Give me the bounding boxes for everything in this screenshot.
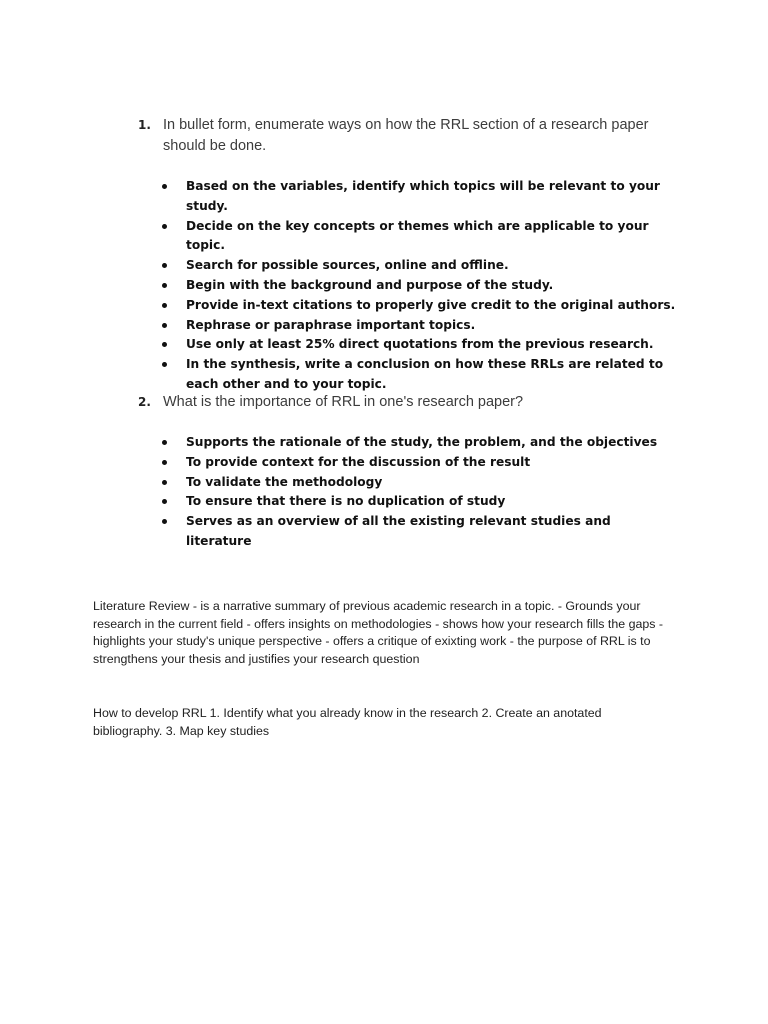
list-item-text: In the synthesis, write a conclusion on how these RRLs are related to each other and to your topic. [186, 357, 664, 391]
bullet-icon [162, 263, 167, 268]
list-item-text: Decide on the key concepts or themes which are applicable to your topic. [186, 218, 649, 253]
list-item-text: To ensure that there is no duplication of study [186, 494, 506, 509]
list-item [160, 296, 680, 316]
list-item [160, 355, 680, 395]
list-item-text: Rephrase or paraphrase important topics. [186, 317, 476, 332]
bullet-icon [162, 362, 167, 367]
bullet-icon [162, 440, 167, 445]
question-1-text: In bullet form, enumerate ways on how the RRL section of a research paper should be done. [163, 117, 649, 154]
literature-review-paragraph: Literature Review - is a narrative summary of previous academic research in a topic. - Grounds your research in the current field - offers insights on methodologies - shows how your research fills the gaps -highlights your study's unique perspective - offers a critique of exixting work - the purpose of RRL is to strengthens your thesis and justifies your research question [93, 599, 664, 666]
bullet-icon [162, 184, 167, 189]
list-item [160, 256, 680, 276]
bullet-icon [162, 303, 167, 308]
question-2-bullet-list [160, 433, 680, 552]
list-item-text: Provide in-text citations to properly give credit to the original authors. [186, 297, 676, 312]
develop-rrl-paragraph: How to develop RRL 1. Identify what you already know in the research 2. Create an anotated bibliography. 3. Map key studies [93, 706, 602, 738]
list-item-text: Use only at least 25% direct quotations from the previous research. [186, 337, 654, 352]
list-item [160, 433, 680, 453]
list-item-text: To validate the methodology [186, 474, 383, 489]
bullet-icon [162, 283, 167, 288]
bullet-icon [162, 480, 167, 485]
list-item-text: Based on the variables, identify which topics will be relevant to your study. [186, 179, 660, 213]
list-item-text: To provide context for the discussion of the result [186, 454, 531, 469]
question-2-number: 2. [138, 395, 151, 409]
bullet-icon [162, 342, 167, 347]
list-item-text: Search for possible sources, online and offline. [186, 258, 509, 273]
list-item [160, 335, 680, 355]
list-item-text: Supports the rationale of the study, the problem, and the objectives [186, 435, 658, 449]
bullet-icon [162, 519, 167, 524]
list-item [160, 276, 680, 296]
list-item [160, 473, 680, 493]
question-2 [138, 392, 658, 413]
question-2-text: What is the importance of RRL in one's research paper? [163, 394, 524, 410]
question-1-number: 1. [138, 118, 151, 132]
question-1-bullet-list [160, 177, 680, 395]
question-1 [138, 115, 658, 157]
bullet-icon [162, 323, 167, 328]
list-item [160, 177, 680, 217]
list-item-text: Begin with the background and purpose of the study. [186, 277, 554, 292]
list-item [160, 492, 680, 512]
bullet-icon [162, 499, 167, 504]
list-item [160, 316, 680, 336]
list-item [160, 217, 680, 257]
list-item [160, 512, 680, 552]
list-item-text: Serves as an overview of all the existing relevant studies and literature [186, 514, 611, 548]
bullet-icon [162, 224, 167, 229]
list-item [160, 453, 680, 473]
bullet-icon [162, 460, 167, 465]
